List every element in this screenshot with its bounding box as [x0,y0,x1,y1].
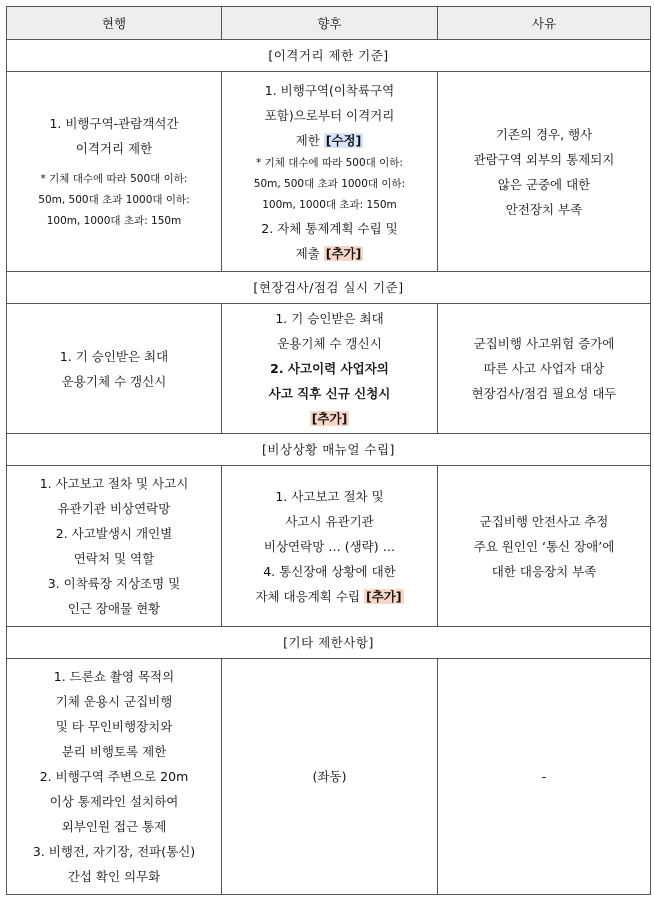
note-line: * 기체 대수에 따라 500대 이하: [40,173,188,185]
row3-current [7,466,222,627]
table-row [7,304,651,434]
text-line: 1. 기 승인받은 최대 [275,311,384,326]
text-line: 기존의 경우, 행사 [495,126,593,142]
table-row [7,72,651,272]
text-line: 따른 사고 사업자 대상 [483,361,605,376]
text-line: 1. 비행구역-관람객석간 [49,116,179,131]
text-fragment: 제출 [295,245,324,261]
note-line: 50m, 500대 초과 1000대 이하: [253,177,406,190]
add-tag: [추가] [311,411,348,426]
text-line: 않은 군중에 대한 [497,176,591,192]
table-row [7,466,651,627]
text-fragment: 제한 [295,132,324,148]
section-title-distance: [이격거리 제한 기준] [7,40,651,72]
text-line: 1. 사고보고 절차 및 사고시 [39,476,189,491]
note-line: 50m, 500대 초과 1000대 이하: [38,194,190,206]
text-line [228,584,431,609]
text-line [228,406,431,431]
text-line [228,241,431,266]
add-tag: [추가] [325,245,362,261]
text-line: 4. 통신장애 상황에 대한 [263,563,396,579]
text-line: 군집비행 사고위험 증가에 [473,336,615,351]
table-row [7,659,651,895]
edit-tag: [수정] [325,132,362,148]
text-line: 관람구역 외부의 통제되지 [473,151,615,167]
text-line: 운용기체 수 갱신시 [61,373,167,389]
text-line: 2. 비행구역 주변으로 20m [39,769,189,784]
row3-reason [438,466,651,627]
section-title-inspection: [현장검사/점검 실시 기준] [7,272,651,304]
row1-reason [438,72,651,272]
text-line: 포함)으로부터 이격거리 [264,107,395,123]
row4-future: (좌동) [222,659,438,895]
text-line: 분리 비행토록 제한 [61,744,167,759]
text-line: 안전장치 부족 [505,201,583,217]
text-line: 및 타 무인비행장치와 [55,719,173,734]
text-line [228,128,431,153]
text-line: 2. 자체 통제계획 수립 및 [261,220,398,236]
note-line: 100m, 1000대 초과: 150m [46,215,182,227]
comparison-table [6,6,651,895]
text-line: 외부인원 접근 통제 [61,819,167,834]
text-line: 현장검사/점검 필요성 대두 [471,386,617,401]
row2-reason [438,304,651,434]
text-line: 대한 대응장치 부족 [491,563,597,579]
text-line: 1. 기 승인받은 최대 [59,348,169,364]
text-line: 주요 원인인 ‘통신 장애’에 [473,538,615,554]
text-line: 연락처 및 역할 [73,551,155,566]
row4-reason: - [438,659,651,895]
text-line: 사고 직후 신규 신청시 [268,386,391,401]
text-line: 이상 통제라인 설치하여 [49,794,179,809]
note-line: * 기체 대수에 따라 500대 이하: [256,156,403,169]
text-line: 이격거리 제한 [75,141,153,156]
section-title-emergency: [비상상황 매뉴얼 수립] [7,434,651,466]
text-line: 2. 사고발생시 개인별 [55,526,173,541]
header-current: 현행 [7,7,222,40]
header-future: 향후 [222,7,438,40]
row2-future [222,304,438,434]
row2-current [7,304,222,434]
text-line: 운용기체 수 갱신시 [277,336,382,351]
text-line: 유관기관 비상연락망 [57,501,171,516]
section-title-other: [기타 제한사항] [7,627,651,659]
text-line: 1. 비행구역(이착륙구역 [264,82,395,98]
row1-future [222,72,438,272]
text-fragment: 자체 대응계획 수립 [255,588,364,604]
header-row [7,7,651,40]
text-line: 1. 드론쇼 촬영 목적의 [53,669,175,684]
text-line: 사고시 유관기관 [285,513,374,529]
row1-current [7,72,222,272]
text-line: 2. 사고이력 사업자의 [270,361,389,376]
text-line: 기체 운용시 군집비행 [55,694,173,709]
text-line: 인근 장애물 현황 [67,601,161,616]
add-tag: [추가] [365,588,402,604]
text-line: 3. 비행전, 자기장, 전파(통신) [32,844,196,859]
header-reason: 사유 [438,7,651,40]
text-line: 3. 이착륙장 지상조명 및 [47,576,181,591]
row3-future [222,466,438,627]
text-line: 군집비행 안전사고 추정 [479,513,609,529]
text-line: 비상연락망 … (생략) … [263,538,396,554]
note-line: 100m, 1000대 초과: 150m [262,198,397,211]
row4-current [7,659,222,895]
text-line: 1. 사고보고 절차 및 [275,488,384,504]
text-line: 간섭 확인 의무화 [67,869,161,884]
